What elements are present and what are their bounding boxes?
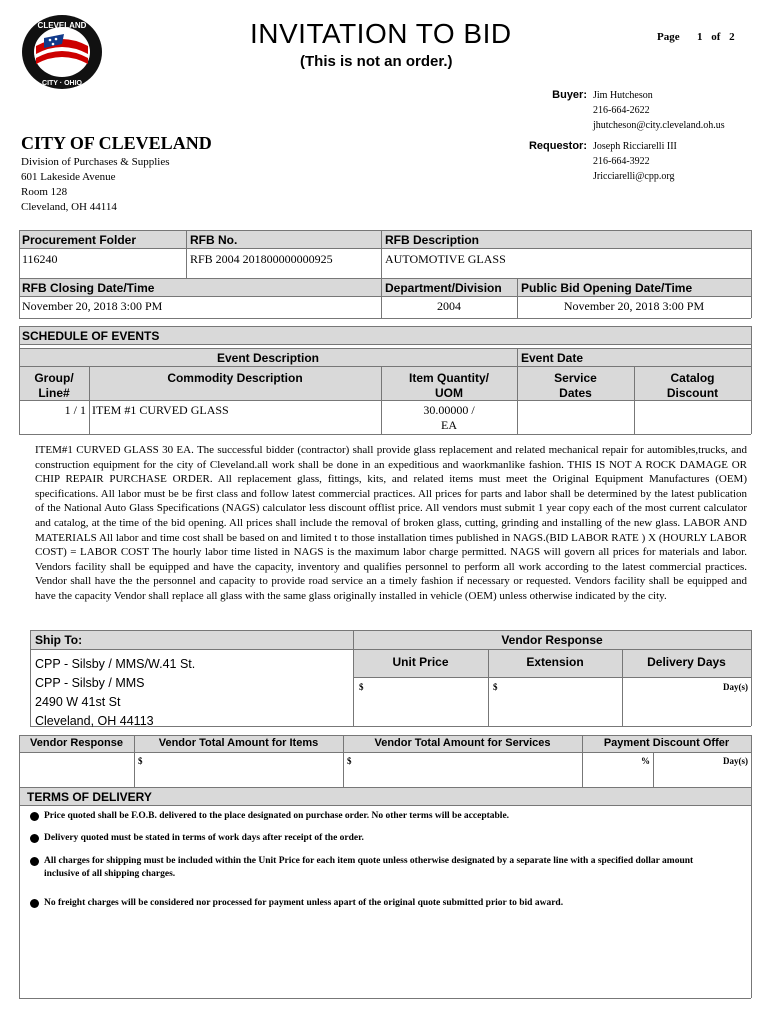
unit-price-header: Unit Price: [392, 655, 449, 669]
catalog-discount-header: Catalog Discount: [666, 371, 719, 400]
vendor-response-title: Vendor Response: [501, 633, 603, 647]
requestor-email[interactable]: Jricciarelli@cpp.org: [593, 171, 675, 182]
payment-discount-label: Payment Discount Offer: [603, 737, 730, 749]
svg-text:CITY · OHIO: CITY · OHIO: [42, 80, 82, 87]
organization-address: [21, 155, 170, 215]
city-seal-logo: [20, 14, 104, 90]
requestor-name: Joseph Ricciarelli III: [593, 141, 677, 152]
address-line: 601 Lakeside Avenue: [21, 171, 116, 183]
procurement-folder-value: 116240: [22, 252, 58, 266]
event-date-header: Event Date: [521, 351, 584, 365]
unit-price-input[interactable]: [356, 679, 486, 724]
delivery-days-header: Delivery Days: [647, 655, 726, 669]
closing-date-value: November 20, 2018 3:00 PM: [22, 299, 163, 313]
bullet-icon: [30, 812, 39, 821]
closing-date-label: RFB Closing Date/Time: [22, 281, 155, 295]
discount-percent: %: [641, 756, 650, 766]
event-description-header: Event Description: [216, 351, 320, 365]
total-services-currency: $: [347, 756, 352, 766]
bullet-icon: [30, 834, 39, 843]
vendor-response-label: Vendor Response: [30, 737, 123, 749]
terms-item: No freight charges will be considered nor processed for payment unless apart of the original quote submitted prior to bid award.: [44, 898, 564, 908]
rfb-description-value: AUTOMOTIVE GLASS: [385, 252, 506, 266]
row-group-line: 1 / 1: [64, 403, 86, 417]
buyer-phone: 216-664-2622: [593, 105, 650, 116]
extension-header: Extension: [526, 655, 584, 669]
commodity-header: Commodity Description: [167, 371, 303, 385]
procurement-folder-label: Procurement Folder: [22, 233, 137, 247]
group-line-header: Group/ Line#: [34, 371, 74, 400]
extension-currency: $: [493, 682, 498, 692]
row-quantity: 30.00000 / EA: [423, 403, 475, 432]
requestor-label: Requestor:: [528, 140, 587, 152]
bid-opening-value: November 20, 2018 3:00 PM: [563, 299, 705, 313]
service-dates-header: Service Dates: [554, 371, 597, 400]
total-items-currency: $: [138, 756, 143, 766]
document-title: INVITATION TO BID: [250, 18, 512, 49]
svg-text:CLEVELAND: CLEVELAND: [37, 21, 87, 30]
discount-days-input[interactable]: [656, 754, 716, 785]
page-number: 1 of 2: [697, 31, 735, 43]
item-description: ITEM#1 CURVED GLASS 30 EA. The successful bidder (contractor) shall provide glass replacement and related mechanical repair for automibles,trucks, and construction equipment for the city of Cleveland.all work shall be done in an expeditious and waorkmanlike fashion. THIS IS NOT A ROCK DAMAGE OR CHIP REPAIR PURCHASE ORDER. All replacement glass, fittings, kits, and related items must meet the Original Equipment Manufactures (OEM) specifications. All labor must be be first class and follow latest commercial practices. All prices for parts and labor shall be determined by the latest publication of the National Auto Glass Specifications (NAGS) calculator less discount offlist price. All vendors must submit 1 year copy each of the most current calculator and catalog, at the time of the bid opening. All prices shall include the removal of broken glass, cutting, grinding and installing of the new glass. LABOR AND MATERIALS All labor and time cost shall be based on and limited t to those installation times published in NAGS.(BID LABOR RATE ) X (HOURLY LABOR COST) = LABOR COST The hourly labor time listed in NAGS is the maximum labor charge permitted. NAGS will govern all prices for materials and labor. Vendors facility shall be equipped and have the capacity, inventory and qualifies personnel to perform all work according to the latest commercial practices. Vendor shall have the the personnel and capacity to provide road service an a timely fashion if necessary or requested. Vendors facility shall be equipped and have the capacity Vendor shall replace all glass with the same glass originally installed in vehicle (OEM) unless otherwise indicated by the city.: [35, 444, 747, 602]
requestor-contact: [593, 139, 677, 184]
rfb-no-value: RFB 2004 201800000000925: [190, 252, 333, 266]
total-items-input[interactable]: [137, 754, 341, 785]
rfb-no-label: RFB No.: [190, 233, 238, 247]
document-subtitle: (This is not an order.): [300, 53, 453, 70]
department-value: 2004: [437, 299, 461, 313]
schedule-title: SCHEDULE OF EVENTS: [22, 329, 160, 343]
ship-to-address: CPP - Silsby / MMS/W.41 St. CPP - Silsby / MMS 2490 W 41st St Cleveland, OH 44113: [35, 657, 196, 728]
extension-input[interactable]: [491, 679, 620, 724]
buyer-email[interactable]: jhutcheson@city.cleveland.oh.us: [593, 120, 725, 131]
buyer-name: Jim Hutcheson: [593, 90, 653, 101]
buyer-contact: [593, 88, 725, 133]
total-services-input[interactable]: [346, 754, 580, 785]
bullet-icon: [30, 857, 39, 866]
delivery-days-input[interactable]: [625, 679, 725, 724]
total-services-label: Vendor Total Amount for Services: [374, 737, 551, 749]
department-label: Department/Division: [385, 281, 502, 295]
unit-price-currency: $: [359, 682, 364, 692]
delivery-days-suffix: Day(s): [723, 682, 748, 692]
terms-item: All charges for shipping must be included within the Unit Price for each item quote unless otherwise designated by a separate line with a specified dollar amount inclusive of all shipping charges.: [44, 856, 694, 879]
total-items-label: Vendor Total Amount for Items: [158, 737, 319, 749]
terms-title: TERMS OF DELIVERY: [27, 790, 152, 804]
address-line: Division of Purchases & Supplies: [21, 156, 170, 168]
rfb-description-label: RFB Description: [385, 233, 480, 247]
terms-item: Delivery quoted must be stated in terms of work days after receipt of the order.: [44, 833, 364, 843]
bullet-icon: [30, 899, 39, 908]
ship-to-label: Ship To:: [35, 633, 83, 647]
address-line: Room 128: [21, 186, 68, 198]
discount-days-suffix: Day(s): [723, 756, 748, 766]
terms-item: Price quoted shall be F.O.B. delivered to the place designated on purchase order. No other terms will be acceptable.: [44, 811, 510, 821]
quantity-header: Item Quantity/ UOM: [408, 371, 489, 400]
row-commodity: ITEM #1 CURVED GLASS: [92, 403, 229, 417]
buyer-label: Buyer:: [552, 89, 587, 101]
vendor-response-input[interactable]: [21, 754, 132, 785]
discount-percent-input[interactable]: [585, 754, 651, 785]
requestor-phone: 216-664-3922: [593, 156, 650, 167]
bid-opening-label: Public Bid Opening Date/Time: [521, 281, 693, 295]
address-line: Cleveland, OH 44114: [21, 201, 117, 213]
organization-name: CITY OF CLEVELAND: [21, 133, 212, 153]
page-label: Page: [657, 31, 680, 43]
